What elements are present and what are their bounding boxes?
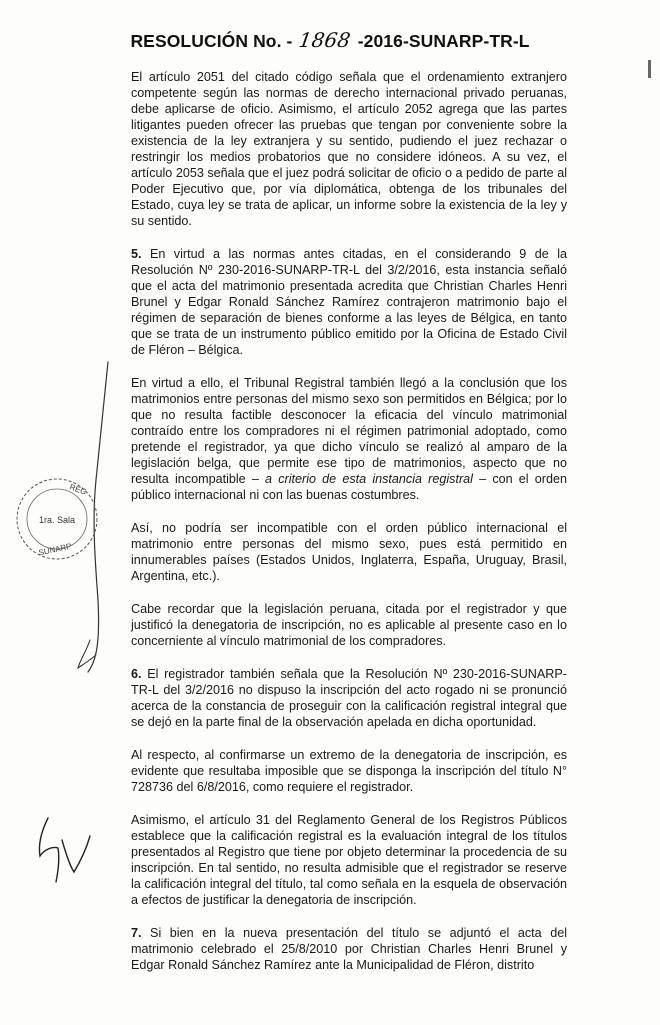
paragraph-tribunal-conclusion xyxy=(131,375,567,503)
paragraph-text: Cabe recordar que la legislación peruana, citada por el registrador y que justificó la denegatoria de inscripción, no es aplicable al presente caso en lo concerniente al vínculo matrimonial de los compradores. xyxy=(131,602,567,648)
paragraph-article-2051 xyxy=(131,69,567,229)
paragraph-considerando-7 xyxy=(131,925,567,973)
svg-text:SUNARP: SUNARP xyxy=(37,541,73,558)
paragraph-al-respecto xyxy=(131,747,567,795)
paragraph-number: 5. xyxy=(131,247,142,261)
paragraph-text: Al respecto, al confirmarse un extremo de la denegatoria de inscripción, es evidente que resultaba imposible que se disponga la inscripción del título N° 728736 del 6/8/2016, como requiere el registrador. xyxy=(131,748,567,794)
paragraph-number: 7. xyxy=(131,926,142,940)
paragraph-considerando-5 xyxy=(131,246,567,358)
paragraph-text: El registrador también señala que la Resolución Nº 230-2016-SUNARP-TR-L del 3/2/2016 no dispuso la inscripción del acto rogado ni se pronunció acerca de la constancia de proseguir con la calificación registral integral que se dejó en la parte final de la observación apelada en dicha oportunidad. xyxy=(131,667,567,729)
sala-seal-stamp xyxy=(11,473,103,565)
paragraph-number: 6. xyxy=(131,667,142,681)
paragraph-orden-publico xyxy=(131,520,567,584)
paragraph-considerando-6 xyxy=(131,666,567,730)
svg-text:1ra. Sala: 1ra. Sala xyxy=(39,515,76,525)
paragraph-text: Si bien en la nueva presentación del título se adjuntó el acta del matrimonio celebrado el 25/8/2010 por Christian Charles Henri Brunel y Edgar Ronald Sánchez Ramírez ante la Municipalidad de Fléron, distrito xyxy=(131,926,567,972)
paragraph-text: En virtud a las normas antes citadas, en el considerando 9 de la Resolución Nº 230-2016-SUNARP-TR-L del 3/2/2016, esta instancia señaló que el acta del matrimonio presentada acredita que Christian Charles Henri Brunel y Edgar Ronald Sánchez Ramírez contrajeron matrimonio bajo el régimen de separación de bienes conforme a las leyes de Bélgica, en tanto que se trata de un instrumento público emitido por la Oficina de Estado Civil de Fléron – Bélgica. xyxy=(131,247,567,357)
paragraph-italic-text: a criterio de esta instancia registral xyxy=(265,472,473,486)
paragraph-text: En virtud a ello, el Tribunal Registral también llegó a la conclusión que los matrimonios entre personas del mismo sexo son permitidos en Bélgica; por lo que no resulta factible desconocer la eficacia del vínculo matrimonial contraído entre los compradores ni el régimen patrimonial adoptado, como pretende el registrador, ya que dicho vínculo se realizó al amparo de la legislación belga, que permite ese tipo de matrimonios, aspecto que no resulta incompatible – xyxy=(131,376,567,486)
paragraph-text: – con el orden público internacional ni con las buenas costumbres. xyxy=(131,472,567,502)
handwritten-initials-signature xyxy=(30,810,100,890)
paragraph-text: Así, no podría ser incompatible con el orden público internacional el matrimonio entre personas del mismo sexo, pues está permitido en innumerables países (Estados Unidos, Inglaterra, España, Uruguay, Brasil, Argentina, etc.). xyxy=(131,521,567,583)
resolution-number-handwritten: 1868 xyxy=(297,28,353,52)
paragraph-articulo-31 xyxy=(131,812,567,908)
resolution-body xyxy=(131,69,567,990)
paragraph-text: Asimismo, el artículo 31 del Reglamento General de los Registros Públicos establece que la calificación registral es la evaluación integral de los títulos presentados al Registro que tiene por objeto determinar la procedencia de su inscripción. En tal sentido, no resulta admisible que el registrador se reserve la calificación integral del título, tal como señala en la esquela de observación a efectos de justificar la denegatoria de inscripción. xyxy=(131,813,567,907)
paragraph-legislacion-peruana xyxy=(131,601,567,649)
resolution-suffix: -2016-SUNARP-TR-L xyxy=(357,31,530,51)
scan-edge-mark xyxy=(646,60,654,78)
svg-text:REG: REG xyxy=(68,482,88,497)
resolution-prefix: RESOLUCIÓN No. - xyxy=(130,31,293,51)
paragraph-text: El artículo 2051 del citado código señala que el ordenamiento extranjero competente según las normas de derecho internacional privado peruanas, debe aplicarse de oficio. Asimismo, el artículo 2052 agrega que las partes litigantes pueden ofrecer las pruebas que tengan por conveniente sobre la existencia de la ley extranjera y su sentido, pudiendo el juez rechazar o restringir los medios probatorios que no considere idóneos. A su vez, el artículo 2053 señala que el juez podrá solicitar de oficio o a pedido de parte al Poder Ejecutivo que, por vía diplomática, obtenga de los tribunales del Estado, cuya ley se trata de aplicar, un informe sobre la existencia de la ley y su sentido. xyxy=(131,70,567,228)
